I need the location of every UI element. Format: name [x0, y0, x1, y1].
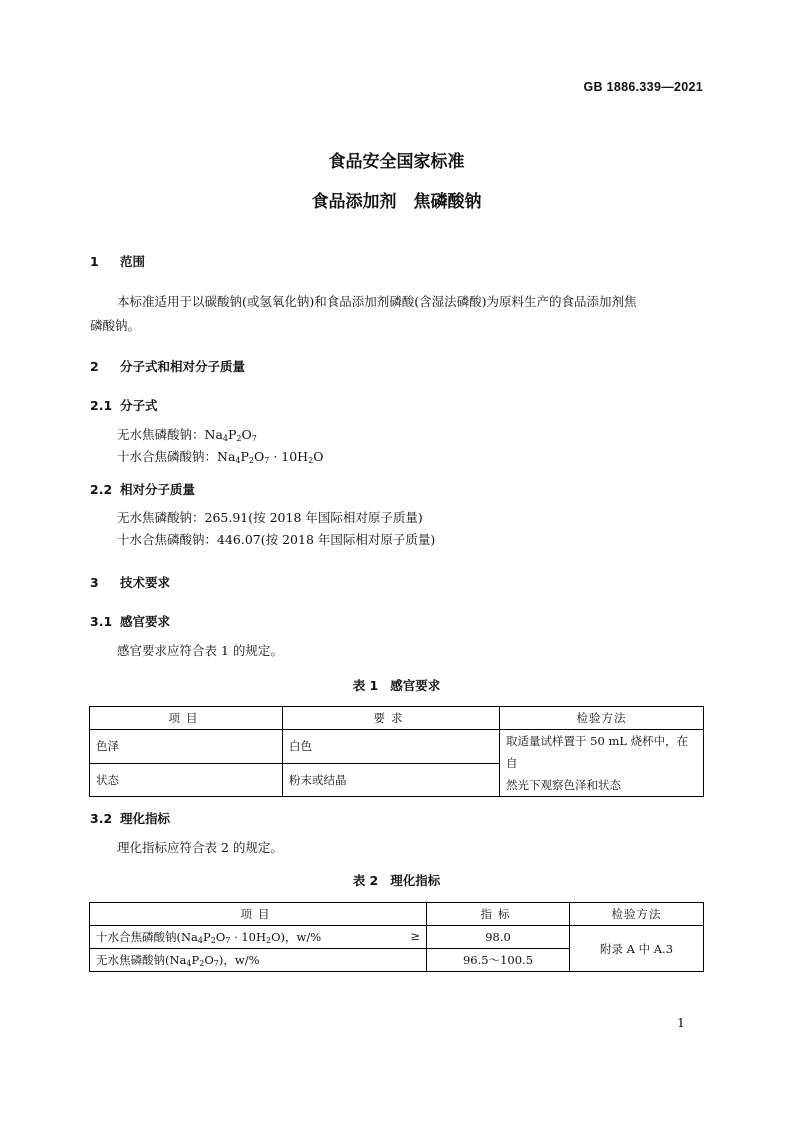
- section-3-2-heading: [90, 809, 170, 827]
- table-header: 检验方法: [570, 903, 704, 926]
- table-cell-method: 取适量试样置于 50 mL 烧杯中，在自 然光下观察色泽和状态: [500, 730, 704, 797]
- table-header: 要求: [283, 707, 500, 730]
- formula-anhydrous: 无水焦磷酸钠：$Na_4P_2O_7$: [117, 427, 257, 443]
- table-row: [90, 926, 704, 949]
- section-number: 2.1: [90, 398, 113, 413]
- page-number: 1: [677, 1015, 685, 1030]
- section-2-1-heading: [90, 396, 158, 414]
- table-2: [89, 902, 704, 972]
- mass-anhydrous: 无水焦磷酸钠：265.91(按 2018 年国际相对原子质量): [117, 510, 423, 525]
- table-cell-method: 附录 A 中 A.3: [570, 926, 704, 972]
- table-header: 项目: [90, 707, 283, 730]
- table-cell: 96.5～100.5: [427, 949, 570, 972]
- section-title: 范围: [120, 254, 146, 269]
- table-cell: 98.0: [427, 926, 570, 949]
- section-title: 理化指标: [120, 811, 171, 826]
- table-header: 检验方法: [500, 707, 704, 730]
- standard-number: GB 1886.339—2021: [583, 80, 703, 94]
- section-number: 3.1: [90, 614, 113, 629]
- table-1-caption: 表 1 感官要求: [352, 678, 441, 693]
- section-3-1-text: 感官要求应符合表 1 的规定。: [117, 643, 283, 658]
- section-title: 分子式: [120, 398, 158, 413]
- section-number: 2.2: [90, 482, 113, 497]
- section-title: 分子式和相对分子质量: [120, 359, 246, 374]
- section-3-1-heading: [90, 612, 170, 630]
- section-title: 感官要求: [120, 614, 171, 629]
- section-number: 3.2: [90, 811, 113, 826]
- section-1-text-line2: 磷酸钠。: [90, 318, 141, 333]
- section-title: 技术要求: [120, 575, 171, 590]
- table-header: 项目: [90, 903, 427, 926]
- section-3-heading: [90, 573, 170, 591]
- section-3-2-text: 理化指标应符合表 2 的规定。: [117, 840, 283, 855]
- formula-decahydrate: 十水合焦磷酸钠：$Na_4P_2O_7 \cdot 10H_2O$: [117, 449, 324, 465]
- table-cell: 十水合焦磷酸钠$(Na_4P_2O_7 \cdot 10H_2O)$，w/% ≥: [90, 926, 427, 949]
- table-row: [90, 730, 704, 764]
- section-number: 2: [90, 359, 99, 374]
- section-number: 3: [90, 575, 99, 590]
- table-2-caption: 表 2 理化指标: [352, 873, 441, 888]
- document-title: 食品安全国家标准: [328, 152, 465, 172]
- section-1-heading: [90, 252, 145, 270]
- greater-equal-symbol: ≥: [410, 929, 420, 943]
- table-cell: 状态: [90, 763, 283, 797]
- table-cell: 色泽: [90, 730, 283, 764]
- table-cell: 白色: [283, 730, 500, 764]
- section-2-2-heading: [90, 480, 195, 498]
- section-1-text-line1: 本标准适用于以碳酸钠(或氢氧化钠)和食品添加剂磷酸(含湿法磷酸)为原料生产的食品添加剂焦: [117, 294, 637, 309]
- section-number: 1: [90, 254, 99, 269]
- table-cell: 粉末或结晶: [283, 763, 500, 797]
- document-subtitle: 食品添加剂 焦磷酸钠: [311, 192, 482, 212]
- table-1: [89, 706, 704, 797]
- section-title: 相对分子质量: [120, 482, 196, 497]
- table-cell: 无水焦磷酸钠$(Na_4P_2O_7)$，w/%: [90, 949, 427, 972]
- table-header: 指标: [427, 903, 570, 926]
- section-2-heading: [90, 357, 245, 375]
- mass-decahydrate: 十水合焦磷酸钠：446.07(按 2018 年国际相对原子质量): [117, 532, 436, 547]
